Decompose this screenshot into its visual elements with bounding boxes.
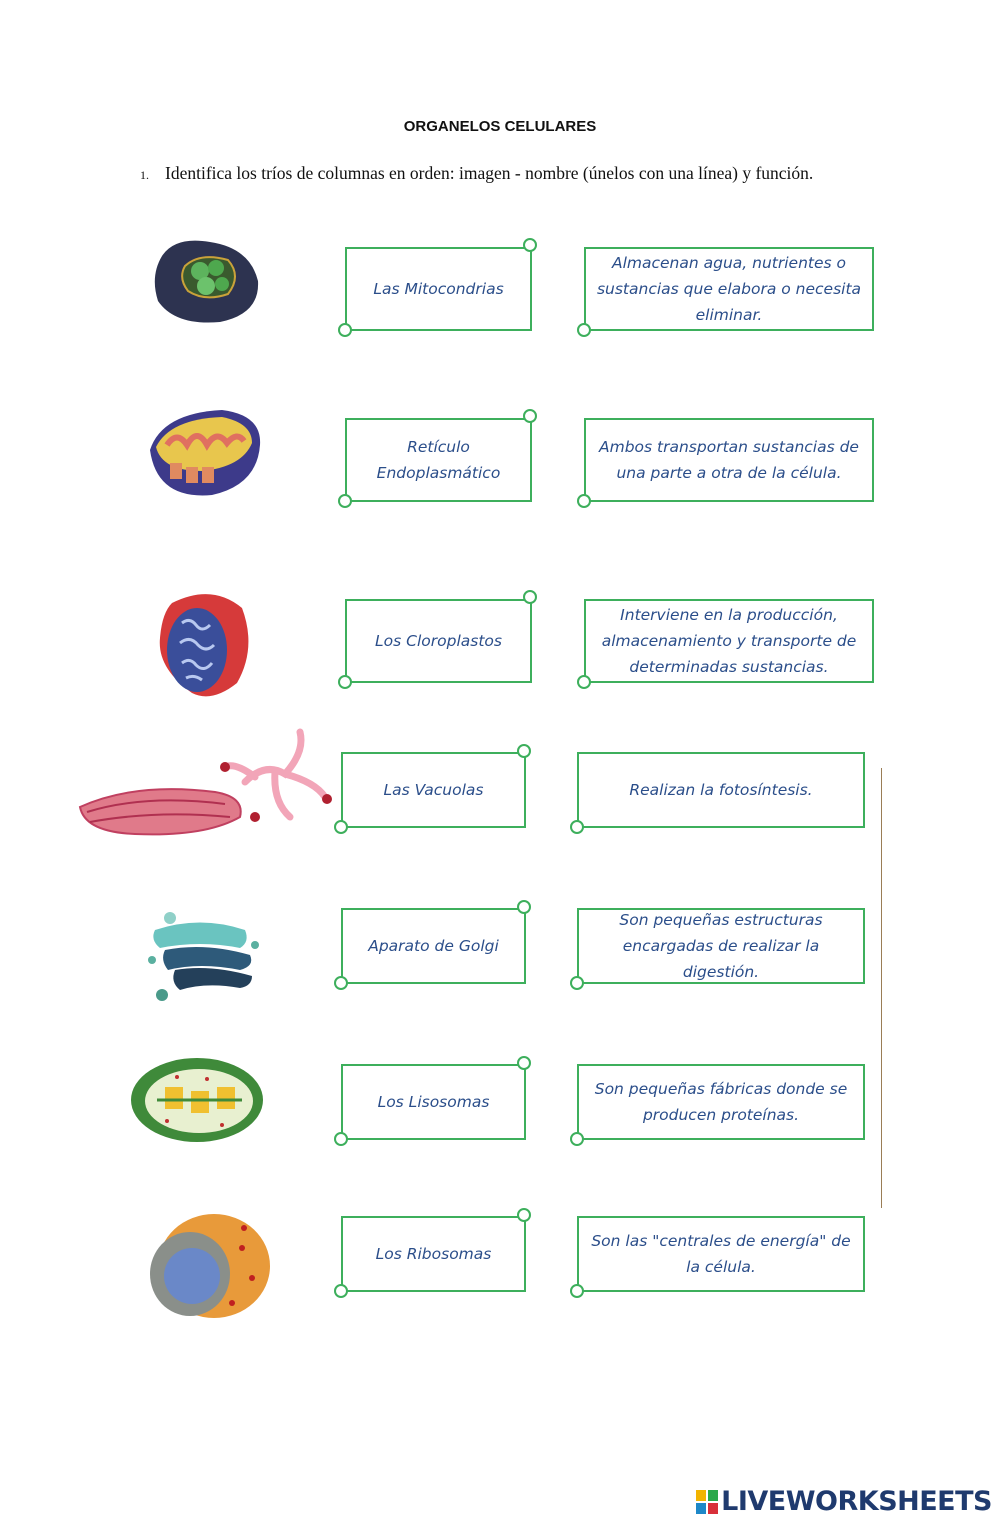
- mitochondrion-image: [142, 405, 267, 500]
- divider-line: [881, 768, 882, 1208]
- name-box[interactable]: [341, 752, 526, 828]
- name-label: Las Mitocondrias: [373, 280, 504, 298]
- name-box[interactable]: [345, 247, 532, 331]
- function-box[interactable]: [584, 247, 874, 331]
- connector-dot[interactable]: [517, 744, 531, 758]
- name-box[interactable]: [341, 908, 526, 984]
- function-text: Interviene en la producción, almacenamiento y transporte de determinadas sustancias.: [601, 606, 857, 676]
- connector-dot[interactable]: [570, 820, 584, 834]
- name-label: Los Ribosomas: [375, 1245, 492, 1263]
- liveworksheets-logo-icon: [695, 1489, 719, 1515]
- instruction: [140, 163, 813, 184]
- connector-dot[interactable]: [523, 238, 537, 252]
- function-box[interactable]: [577, 908, 865, 984]
- name-box[interactable]: [341, 1216, 526, 1292]
- connector-dot[interactable]: [523, 590, 537, 604]
- name-box[interactable]: [341, 1064, 526, 1140]
- brand-name: LIVEWORKSHEETS: [721, 1486, 992, 1517]
- connector-dot[interactable]: [517, 1208, 531, 1222]
- connector-dot[interactable]: [577, 494, 591, 508]
- function-box[interactable]: [577, 1064, 865, 1140]
- function-box[interactable]: [577, 1216, 865, 1292]
- connector-dot[interactable]: [570, 1284, 584, 1298]
- function-text: Son pequeñas fábricas donde se producen proteínas.: [594, 1080, 848, 1124]
- function-text: Son pequeñas estructuras encargadas de realizar la digestión.: [619, 911, 823, 981]
- connector-dot[interactable]: [570, 976, 584, 990]
- instruction-text: Identifica los tríos de columnas en orden: imagen - nombre (únelos con una línea) y función.: [165, 163, 814, 183]
- connector-dot[interactable]: [577, 323, 591, 337]
- function-box[interactable]: [584, 418, 874, 502]
- chloroplast-image: [127, 1055, 267, 1145]
- connector-dot[interactable]: [517, 900, 531, 914]
- vacuole-image: [150, 236, 265, 326]
- function-text: Son las "centrales de energía" de la célula.: [591, 1232, 851, 1276]
- connector-dot[interactable]: [334, 1132, 348, 1146]
- connector-dot[interactable]: [334, 1284, 348, 1298]
- page-title: ORGANELOS CELULARES: [403, 118, 597, 135]
- instruction-number: 1.: [140, 168, 149, 182]
- connector-dot[interactable]: [517, 1056, 531, 1070]
- connector-dot[interactable]: [577, 675, 591, 689]
- name-box[interactable]: [345, 599, 532, 683]
- cell-nucleus-image: [132, 1208, 274, 1330]
- function-box[interactable]: [584, 599, 874, 683]
- connector-dot[interactable]: [334, 820, 348, 834]
- connector-dot[interactable]: [570, 1132, 584, 1146]
- function-text: Almacenan agua, nutrientes o sustancias que elabora o necesita eliminar.: [596, 254, 862, 324]
- connector-dot[interactable]: [334, 976, 348, 990]
- function-text: Ambos transportan sustancias de una parte a otra de la célula.: [599, 438, 859, 482]
- lysosome-image: [152, 588, 257, 703]
- name-box[interactable]: [345, 418, 532, 502]
- function-text: Realizan la fotosíntesis.: [629, 781, 813, 799]
- endoplasmic-reticulum-image: [75, 722, 333, 847]
- name-label: Los Cloroplastos: [375, 632, 502, 650]
- function-box[interactable]: [577, 752, 865, 828]
- name-label: Las Vacuolas: [383, 781, 484, 799]
- golgi-apparatus-image: [140, 900, 265, 1005]
- connector-dot[interactable]: [338, 323, 352, 337]
- name-label: Aparato de Golgi: [368, 937, 499, 955]
- connector-dot[interactable]: [523, 409, 537, 423]
- name-label: Retículo Endoplasmático: [376, 438, 501, 482]
- liveworksheets-logo: [695, 1486, 992, 1517]
- connector-dot[interactable]: [338, 675, 352, 689]
- connector-dot[interactable]: [338, 494, 352, 508]
- name-label: Los Lisosomas: [377, 1093, 490, 1111]
